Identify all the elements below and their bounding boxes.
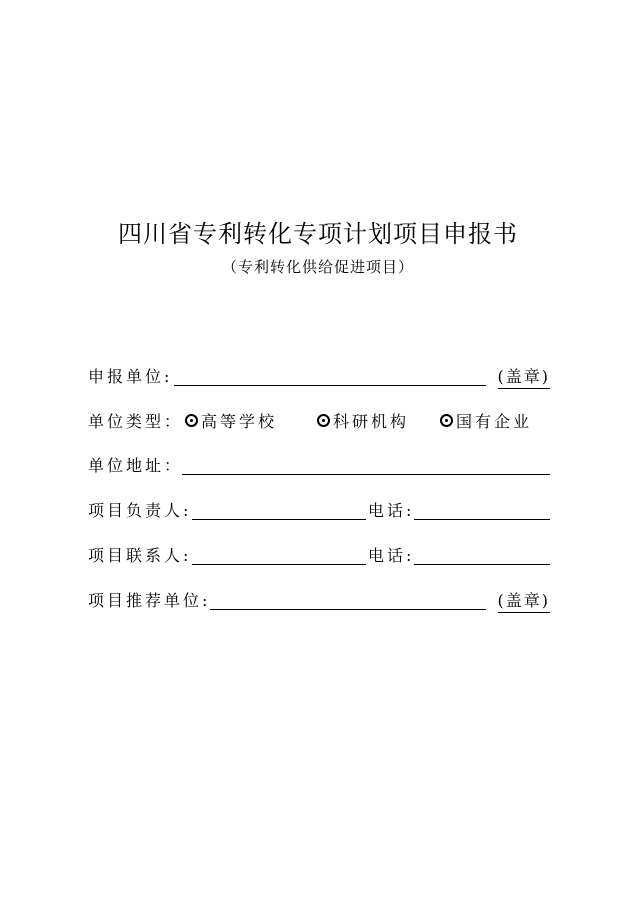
radio-icon bbox=[440, 414, 453, 427]
option-label: 科研机构 bbox=[333, 412, 410, 431]
document-title: 四川省专利转化专项计划项目申报书 bbox=[118, 220, 518, 248]
leader-phone-label: 电话: bbox=[368, 501, 415, 520]
contact-phone-input-line[interactable] bbox=[414, 564, 550, 565]
option-label: 国有企业 bbox=[456, 412, 533, 431]
recommender-input-line[interactable] bbox=[210, 609, 486, 610]
unit-type-option-research[interactable] bbox=[317, 409, 409, 432]
recommender-seal-note: (盖章) bbox=[498, 588, 551, 613]
unit-type-row bbox=[88, 409, 550, 433]
applicant-label: 申报单位: bbox=[88, 367, 173, 386]
radio-icon bbox=[185, 414, 198, 427]
recommender-row bbox=[88, 588, 550, 612]
contact-phone-label: 电话: bbox=[368, 546, 415, 565]
radio-icon bbox=[317, 414, 330, 427]
unit-type-label: 单位类型： bbox=[88, 412, 184, 431]
address-input-line[interactable] bbox=[182, 474, 550, 475]
contact-input-line[interactable] bbox=[192, 564, 366, 565]
unit-type-option-university[interactable] bbox=[185, 409, 277, 432]
leader-label: 项目负责人: bbox=[88, 501, 192, 520]
document-subtitle: （专利转化供给促进项目） bbox=[221, 258, 414, 276]
contact-label: 项目联系人: bbox=[88, 546, 192, 565]
option-label: 高等学校 bbox=[201, 412, 278, 431]
address-row bbox=[88, 453, 550, 477]
address-label: 单位地址： bbox=[88, 456, 184, 475]
leader-input-line[interactable] bbox=[192, 519, 366, 520]
contact-row bbox=[88, 543, 550, 567]
leader-row bbox=[88, 498, 550, 522]
applicant-input-line[interactable] bbox=[174, 385, 486, 386]
unit-type-option-state-owned[interactable] bbox=[440, 409, 532, 432]
applicant-seal-note: (盖章) bbox=[498, 364, 551, 389]
applicant-row bbox=[88, 364, 550, 388]
leader-phone-input-line[interactable] bbox=[414, 519, 550, 520]
recommender-label: 项目推荐单位: bbox=[88, 591, 211, 610]
